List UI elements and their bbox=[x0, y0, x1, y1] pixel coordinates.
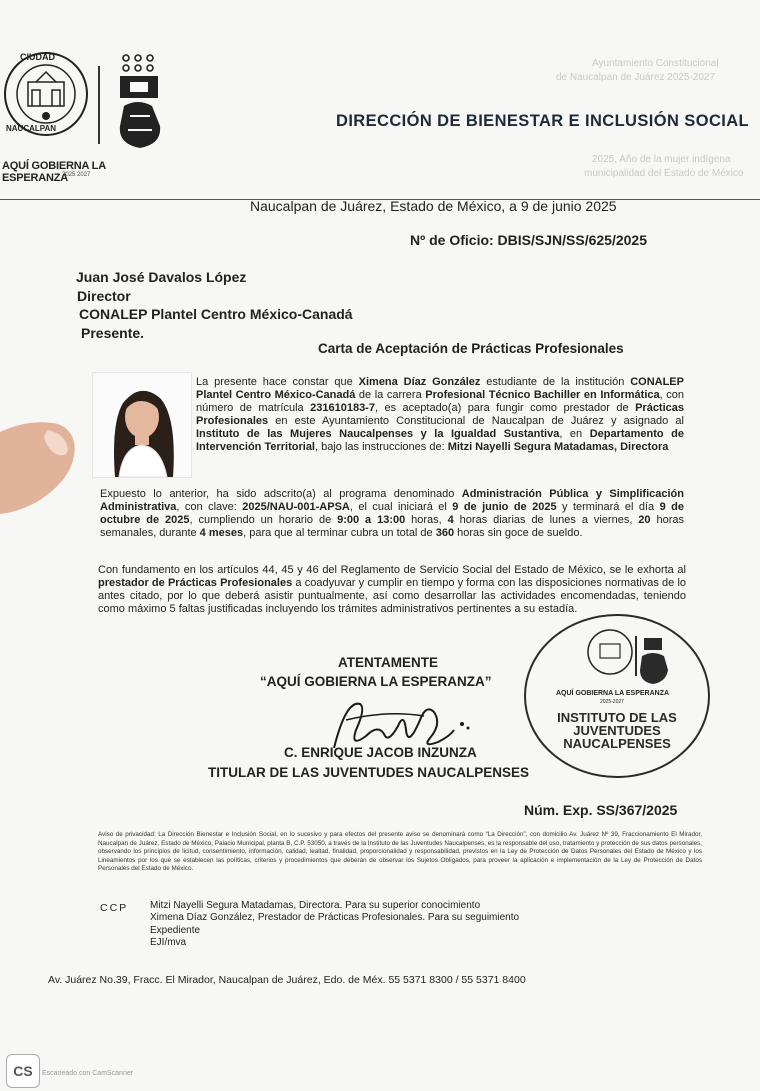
recipient-block bbox=[76, 268, 353, 342]
faint-header-line-2: de Naucalpan de Juárez 2025-2027 bbox=[556, 72, 716, 83]
p1-text-e: , es aceptado(a) para fungir como prestador de bbox=[374, 401, 636, 414]
signer-name: C. ENRIQUE JACOB INZUNZA bbox=[284, 745, 477, 760]
student-name: Ximena Díaz González bbox=[358, 376, 481, 388]
footer-address: Av. Juárez No.39, Fracc. El Mirador, Naucalpan de Juárez, Edo. de Méx. 55 5371 8300 / 55 5371 8400 bbox=[48, 974, 526, 986]
privacy-notice: Aviso de privacidad: La Dirección Bienestar e Inclusión Social, en lo sucesivo y para efectos del presente aviso se denominará como “La Dirección”, con domicilio Av. Juárez Nº 39, Fraccionamiento El Mirador, Naucalpan de Juárez, Estado de México, Palacio Municipal, planta B, C.P. 53050, a través de la Instituto de las Juventudes Naucalpenses, es la responsable del uso, tratamiento y protección de sus datos personales, observando los principios de licitud, consentimiento, información, calidad, lealtad, finalidad, proporcionalidad y responsabilidad, previstos en la Ley de Protección de Datos Personales del Estado de México y los Lineamientos por los que se establecen las políticas, criterios y procedimientos que deberán de observar los Sujetos Obligados, para proveer la aplicación e implementación de la Ley de Protección de Datos Personales del Estado de México. bbox=[98, 831, 702, 873]
faint-header-line-3: 2025, Año de la mujer indígena bbox=[592, 154, 731, 165]
ccp-line-3: Expediente bbox=[150, 924, 201, 936]
student-career: Profesional Técnico Bachiller en Informática bbox=[425, 388, 660, 401]
ccp-line-4: EJI/mva bbox=[150, 936, 187, 948]
letter-subject: Carta de Aceptación de Prácticas Profesionales bbox=[318, 341, 624, 356]
p1-text-f: en este Ayuntamiento Constitucional de Naucalpan de Juárez y asignado al bbox=[268, 414, 684, 427]
place-date: Naucalpan de Juárez, Estado de México, a 9 de junio 2025 bbox=[250, 198, 617, 214]
ccp-line-2: Ximena Díaz González, Prestador de Prácticas Profesionales. Para su seguimiento bbox=[150, 912, 520, 924]
p1-text-c: de la carrera bbox=[355, 388, 426, 401]
p2-text-f: horas, bbox=[405, 513, 448, 526]
p2-text-j: horas sin goce de sueldo. bbox=[454, 526, 583, 539]
student-photo-image bbox=[93, 373, 191, 477]
p1-text-b: estudiante de la institución bbox=[480, 376, 631, 388]
daily-hours: 4 bbox=[447, 513, 454, 526]
seal-top-text: CIUDAD bbox=[20, 52, 55, 62]
expediente-number: Núm. Exp. SS/367/2025 bbox=[524, 802, 678, 818]
p2-text-d: y terminará el día bbox=[556, 500, 660, 513]
p2-text-c: , el cual iniciará el bbox=[349, 500, 453, 513]
stamp-line-3: NAUCALPENSES bbox=[563, 736, 671, 751]
program-key: 2025/NAU-001-APSA bbox=[242, 500, 350, 513]
assigned-department: Departamento de Intervención Territorial bbox=[196, 427, 685, 453]
closing-slogan: “AQUÍ GOBIERNA LA ESPERANZA” bbox=[260, 674, 492, 689]
p2-text-e: , cumpliendo un horario de bbox=[189, 513, 338, 526]
oficio-number: Nº de Oficio: DBIS/SJN/SS/625/2025 bbox=[410, 232, 647, 248]
recipient-name: Juan José Davalos López bbox=[76, 269, 247, 285]
stamp-slogan: AQUÍ GOBIERNA LA ESPERANZA bbox=[556, 690, 670, 697]
end-date: 9 de octubre de 2025 bbox=[100, 500, 684, 526]
weekly-hours: 20 bbox=[638, 513, 651, 526]
assigned-institute: Instituto de las Mujeres Naucalpenses y la Igualdad Sustantiva bbox=[196, 427, 560, 440]
stamp-years: 2025-2027 bbox=[600, 699, 624, 705]
stamp-line-2: JUVENTUDES bbox=[573, 723, 661, 738]
paragraph-program bbox=[100, 488, 684, 540]
paragraph-acceptance bbox=[196, 376, 684, 453]
p1-text-h: , bajo las instrucciones de: bbox=[315, 440, 448, 453]
start-date: 9 de junio de 2025 bbox=[452, 500, 557, 513]
p2-text-i: , para que al terminar cubra un total de bbox=[243, 526, 436, 539]
practice-role: Prácticas Profesionales bbox=[196, 401, 685, 427]
student-matricula: 231610183-7 bbox=[310, 401, 375, 414]
recipient-presente: Presente. bbox=[81, 324, 145, 341]
faint-header-line-4: municipalidad del Estado de México bbox=[584, 168, 744, 179]
p3-text-b: a coadyuvar y cumplir en tiempo y forma con las disposiciones normativas de lo antes citado, por lo que deberá asistir puntualmente, así como desarrollar las actividades encomendadas, teniendo como máximo 5 faltas justificadas incluyendo los trámites administrativos pertinentes a su estadía. bbox=[98, 576, 686, 615]
paragraph-regulation bbox=[98, 564, 686, 616]
recipient-title: Director bbox=[77, 287, 131, 304]
p2-text-b: , con clave: bbox=[176, 500, 243, 513]
p2-text-h: horas semanales, durante bbox=[100, 513, 684, 539]
duration-months: 4 meses bbox=[199, 526, 244, 539]
header-slogan: AQUÍ GOBIERNA LA ESPERANZA bbox=[2, 160, 106, 184]
p2-text-a: Expuesto lo anterior, ha sido adscrito(a) al programa denominado bbox=[100, 488, 462, 500]
seal-bottom-text: NAUCALPAN bbox=[6, 124, 57, 133]
p1-text-g: , en bbox=[559, 427, 590, 440]
p3-role: prestador de Prácticas Profesionales bbox=[98, 576, 293, 589]
closing-atentamente: ATENTAMENTE bbox=[338, 655, 438, 670]
p1-text-d: , con número de matrícula bbox=[196, 388, 684, 414]
ccp-list bbox=[150, 900, 519, 949]
aztec-glyph-logo bbox=[116, 54, 172, 150]
p3-text-a: Con fundamento en los artículos 44, 45 y 46 del Reglamento de Servicio Social del Estado de México, se le exhorta al bbox=[98, 564, 686, 576]
supervisor-name: Mitzi Nayelli Segura Matadamas, Directora bbox=[447, 440, 669, 453]
stamp-line-1: INSTITUTO DE LAS bbox=[557, 710, 677, 725]
student-institution: CONALEP Plantel Centro México-Canadá bbox=[196, 376, 684, 401]
p1-text-a: La presente hace constar que bbox=[196, 376, 359, 388]
camscanner-logo: CS bbox=[6, 1054, 40, 1088]
program-name: Administración Pública y Simplificación Administrativa bbox=[100, 488, 684, 513]
finger-image bbox=[0, 418, 78, 514]
ccp-line-1: Mitzi Nayelli Segura Matadamas, Directora. Para su superior conocimiento bbox=[150, 900, 481, 911]
total-hours: 360 bbox=[435, 526, 455, 539]
faint-header-line-1: Ayuntamiento Constitucional bbox=[592, 58, 719, 69]
stamp-text bbox=[543, 711, 691, 750]
direction-title: DIRECCIÓN DE BIENESTAR E INCLUSIÓN SOCIAL bbox=[336, 112, 750, 130]
ccp-label: CCP bbox=[100, 902, 129, 914]
signer-title: TITULAR DE LAS JUVENTUDES NAUCALPENSES bbox=[208, 765, 530, 780]
schedule-hours: 9:00 a 13:00 bbox=[337, 513, 406, 526]
camscanner-text: Escaneado con CamScanner bbox=[42, 1070, 134, 1077]
header-divider bbox=[98, 66, 100, 144]
student-photo bbox=[92, 372, 192, 478]
p2-text-g: horas diarias de lunes a viernes, bbox=[453, 513, 639, 526]
recipient-org: CONALEP Plantel Centro México-Canadá bbox=[79, 306, 353, 322]
header-slogan-years: 2025 2027 bbox=[62, 172, 91, 178]
